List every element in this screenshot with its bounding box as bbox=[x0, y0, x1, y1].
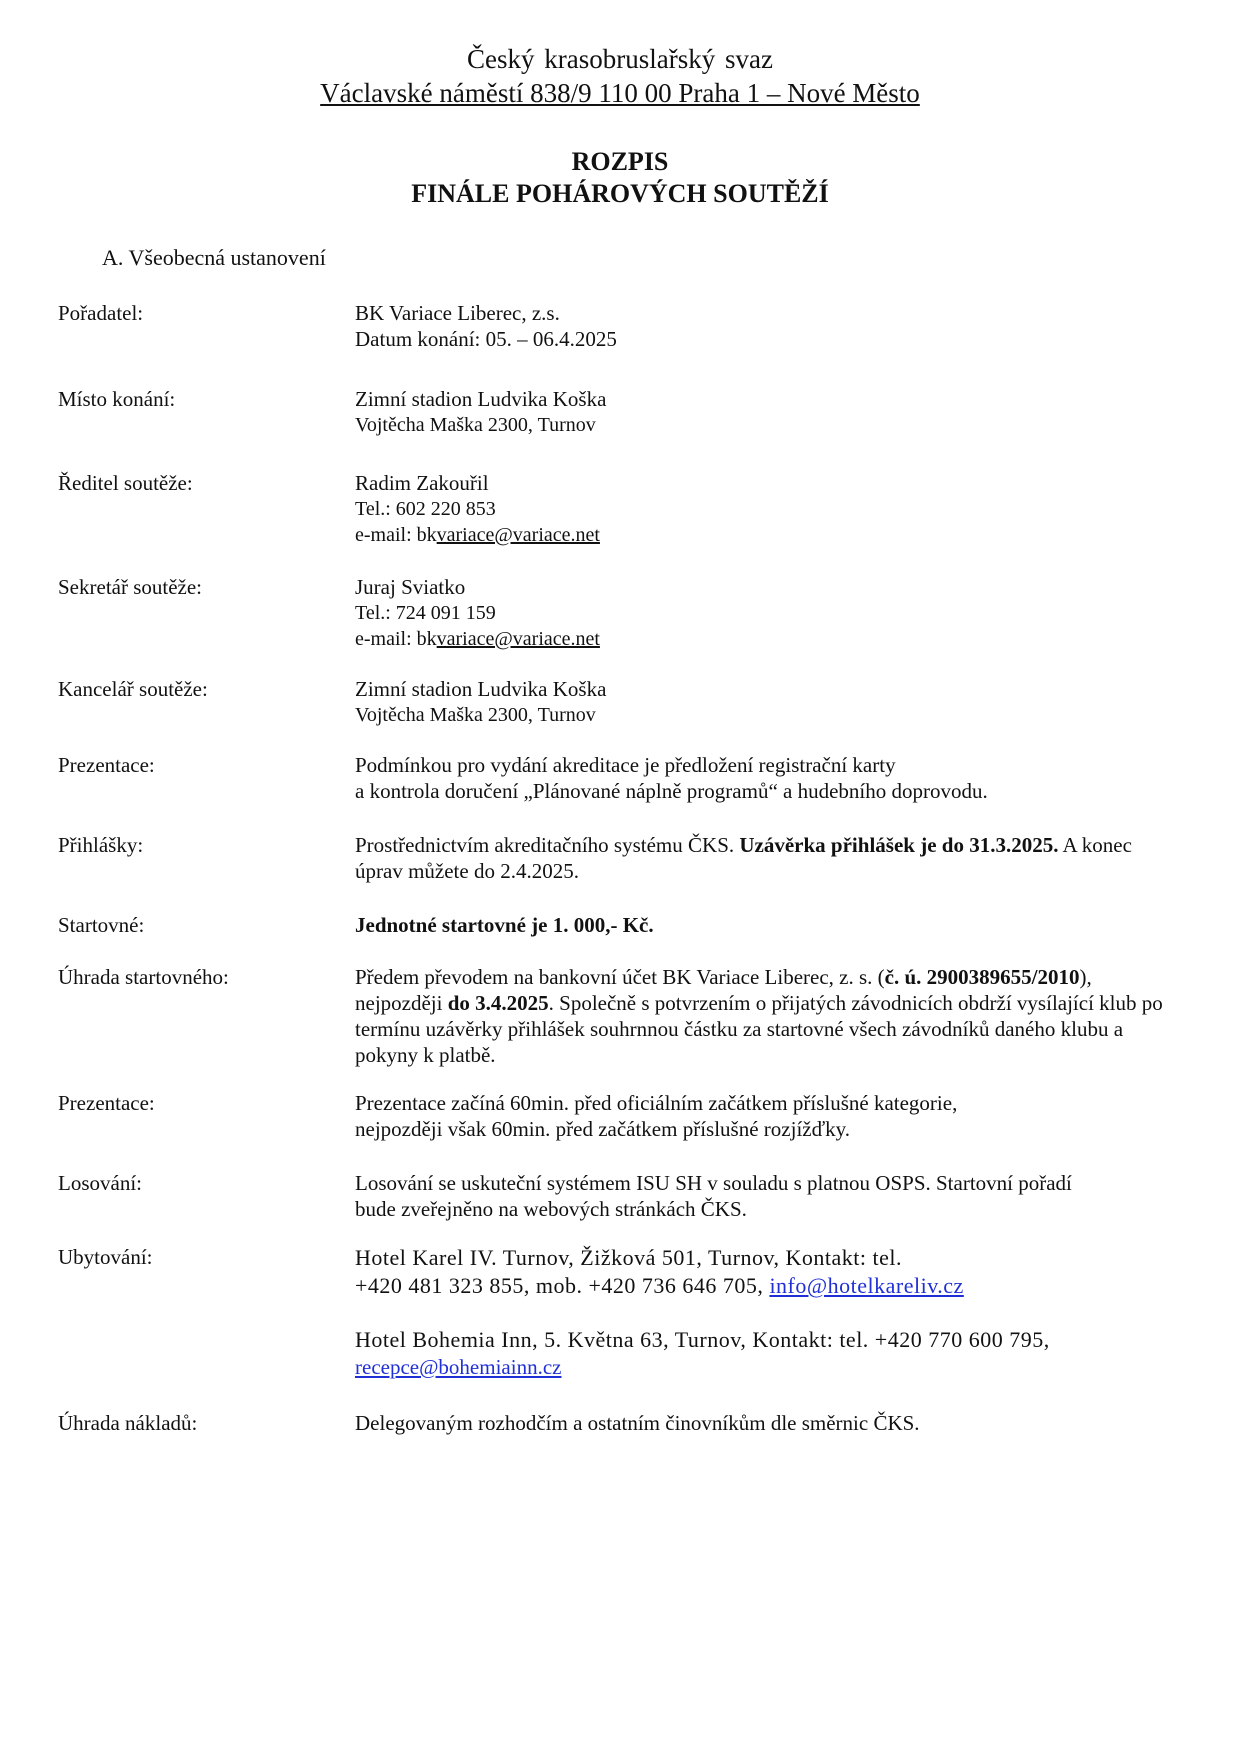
bank-account: č. ú. 2900389655/2010 bbox=[884, 965, 1080, 989]
content-losovani bbox=[355, 1170, 1175, 1222]
event-date: Datum konání: 05. – 06.4.2025 bbox=[355, 327, 617, 351]
expenses-text: Delegovaným rozhodčím a ostatním činovníkům dle směrnic ČKS. bbox=[355, 1411, 920, 1435]
label-uhrada-nakladu: Úhrada nákladů: bbox=[58, 1411, 198, 1435]
content-misto bbox=[355, 386, 1175, 438]
content-prezentace-1 bbox=[355, 752, 1175, 804]
registration-edit-deadline: A konec úprav můžete do 2.4.2025. bbox=[355, 833, 1132, 883]
payment-text-3: . Společně s potvrzením o přijatých závodnicích obdrží vysílající klub po termínu uzávěrky přihlášek souhrnnou částku za startovné všech závodníků daného klubu a pokyny k platbě. bbox=[355, 991, 1163, 1067]
organizer-name: BK Variace Liberec, z.s. bbox=[355, 301, 560, 325]
document-title bbox=[0, 146, 1240, 210]
label-kancelar: Kancelář soutěže: bbox=[58, 677, 208, 701]
office-name: Zimní stadion Ludvika Koška bbox=[355, 677, 607, 701]
content-kancelar bbox=[355, 676, 1175, 728]
hotel-2-email-link[interactable]: recepce@bohemiainn.cz bbox=[355, 1355, 562, 1379]
draw-text-1: Losování se uskuteční systémem ISU SH v souladu s platnou OSPS. Startovní pořadí bbox=[355, 1171, 1072, 1195]
director-email-link[interactable]: variace@variace.net bbox=[436, 524, 600, 546]
hotel-2-address: Hotel Bohemia Inn, 5. Května 63, Turnov, Kontakt: tel. +420 770 600 795, bbox=[355, 1327, 1050, 1352]
hotel-2-contact bbox=[355, 1354, 1175, 1380]
label-misto: Místo konání: bbox=[58, 387, 176, 411]
director-email-prefix: e-mail: bk bbox=[355, 524, 437, 546]
secretary-email-prefix: e-mail: bk bbox=[355, 628, 437, 650]
content-uhrada-startovneho bbox=[355, 964, 1175, 1068]
secretary-name: Juraj Sviatko bbox=[355, 575, 466, 599]
content-ubytovani bbox=[355, 1244, 1175, 1380]
label-poradatel: Pořadatel: bbox=[58, 301, 144, 325]
organization-name: Český krasobruslařský svaz bbox=[467, 44, 773, 74]
label-prihlasky: Přihlášky: bbox=[58, 833, 144, 857]
director-email bbox=[355, 522, 1175, 548]
office-address: Vojtěcha Maška 2300, Turnov bbox=[355, 704, 596, 726]
check-in-text-1: Prezentace začíná 60min. před oficiálním začátkem příslušné kategorie, bbox=[355, 1091, 958, 1115]
label-prezentace-1: Prezentace: bbox=[58, 753, 155, 777]
draw-text-2: bude zveřejněno na webových stránkách ČKS. bbox=[355, 1197, 747, 1221]
section-heading: A. Všeobecná ustanovení bbox=[102, 245, 326, 270]
entry-fee: Jednotné startovné je 1. 000,- Kč. bbox=[355, 913, 654, 937]
organization-address: Václavské náměstí 838/9 110 00 Praha 1 – Nové Město bbox=[320, 78, 920, 108]
label-losovani: Losování: bbox=[58, 1171, 142, 1195]
director-name: Radim Zakouřil bbox=[355, 471, 489, 495]
accreditation-text-2: a kontrola doručení „Plánované náplně programů“ a hudebního doprovodu. bbox=[355, 779, 988, 803]
check-in-text-2: nejpozději však 60min. před začátkem příslušné rozjížďky. bbox=[355, 1117, 851, 1141]
content-poradatel bbox=[355, 300, 1175, 352]
label-prezentace-2: Prezentace: bbox=[58, 1091, 155, 1115]
secretary-phone: Tel.: 724 091 159 bbox=[355, 602, 496, 624]
hotel-1-contact bbox=[355, 1272, 1175, 1300]
label-ubytovani: Ubytování: bbox=[58, 1245, 153, 1269]
director-phone: Tel.: 602 220 853 bbox=[355, 498, 496, 520]
title-line-2: FINÁLE POHÁROVÝCH SOUTĚŽÍ bbox=[411, 179, 829, 208]
title-line-1: ROZPIS bbox=[571, 147, 669, 176]
venue-address: Vojtěcha Maška 2300, Turnov bbox=[355, 414, 596, 436]
label-startovne: Startovné: bbox=[58, 913, 145, 937]
hotel-1-email-link[interactable]: info@hotelkareliv.cz bbox=[769, 1273, 964, 1298]
registration-text: Prostřednictvím akreditačního systému ČKS. bbox=[355, 833, 740, 857]
payment-text-2: ), nejpozději bbox=[355, 965, 1092, 1015]
label-sekretar: Sekretář soutěže: bbox=[58, 575, 203, 599]
payment-deadline: do 3.4.2025 bbox=[447, 991, 549, 1015]
secretary-email bbox=[355, 626, 1175, 652]
hotel-1-phones: +420 481 323 855, mob. +420 736 646 705, bbox=[355, 1273, 770, 1298]
venue-name: Zimní stadion Ludvika Koška bbox=[355, 387, 607, 411]
letterhead bbox=[0, 42, 1240, 110]
payment-text-1: Předem převodem na bankovní účet BK Variace Liberec, z. s. ( bbox=[355, 965, 885, 989]
content-reditel bbox=[355, 470, 1175, 548]
spacer bbox=[355, 1300, 1175, 1326]
secretary-email-link[interactable]: variace@variace.net bbox=[436, 628, 600, 650]
content-prezentace-2 bbox=[355, 1090, 1175, 1142]
label-uhrada-startovneho: Úhrada startovného: bbox=[58, 965, 229, 989]
accreditation-text-1: Podmínkou pro vydání akreditace je předložení registrační karty bbox=[355, 753, 896, 777]
content-prihlasky bbox=[355, 832, 1175, 884]
content-sekretar bbox=[355, 574, 1175, 652]
registration-deadline: Uzávěrka přihlášek je do 31.3.2025. bbox=[739, 833, 1059, 857]
hotel-1-address: Hotel Karel IV. Turnov, Žižková 501, Turnov, Kontakt: tel. bbox=[355, 1245, 902, 1270]
label-reditel: Ředitel soutěže: bbox=[58, 471, 193, 495]
